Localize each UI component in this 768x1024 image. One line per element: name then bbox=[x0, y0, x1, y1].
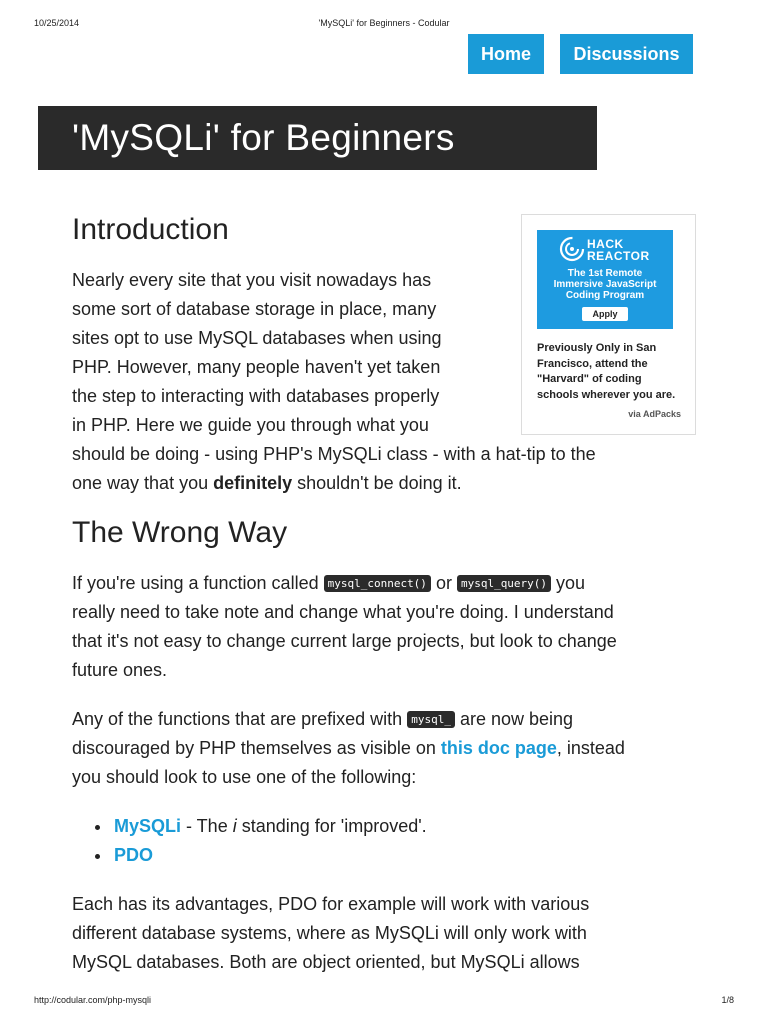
code-mysql-prefix: mysql_ bbox=[407, 711, 455, 728]
ad-apply-button[interactable]: Apply bbox=[582, 307, 628, 321]
text: If you're using a function called bbox=[72, 573, 324, 593]
ad-banner-image[interactable] bbox=[537, 230, 673, 329]
page-title: 'MySQLi' for Beginners bbox=[38, 106, 597, 170]
text: , instead bbox=[556, 738, 625, 758]
home-button[interactable]: Home bbox=[468, 34, 544, 74]
paragraph-line: that it's not easy to change current large projects, but look to change bbox=[72, 631, 617, 651]
text: - The bbox=[181, 816, 233, 836]
emphasis-definitely: definitely bbox=[213, 473, 293, 493]
intro-line: the step to interacting with databases properly bbox=[72, 386, 440, 406]
doc-page-link[interactable]: this doc page bbox=[440, 738, 557, 758]
paragraph-line bbox=[72, 705, 702, 734]
mysqli-link[interactable]: MySQLi bbox=[114, 816, 182, 836]
wrong-way-paragraph-2 bbox=[72, 705, 702, 792]
text: you bbox=[551, 573, 586, 593]
paragraph-line: different database systems, where as MySQLi will only work with bbox=[72, 923, 587, 943]
pdo-link[interactable]: PDO bbox=[114, 845, 154, 865]
options-list bbox=[72, 812, 427, 870]
intro-line: should be doing - using PHP's MySQLi class - with a hat-tip to the bbox=[72, 444, 596, 464]
hack-reactor-logo-icon bbox=[559, 236, 585, 262]
paragraph-line: MySQL databases. Both are object oriented, but MySQLi allows bbox=[72, 952, 580, 972]
code-mysql-query: mysql_query() bbox=[457, 575, 551, 592]
paragraph-line: really need to take note and change what you're doing. I understand bbox=[72, 602, 614, 622]
wrong-way-paragraph-1 bbox=[72, 569, 702, 685]
code-mysql-connect: mysql_connect() bbox=[324, 575, 431, 592]
paragraph-line bbox=[72, 569, 702, 598]
text: shouldn't be doing it. bbox=[292, 473, 462, 493]
intro-line: Nearly every site that you visit nowadays has bbox=[72, 270, 432, 290]
text: Any of the functions that are prefixed with bbox=[72, 709, 408, 729]
print-page-number: 1/8 bbox=[721, 995, 734, 1005]
introduction-heading: Introduction bbox=[72, 213, 229, 246]
ad-text[interactable]: Previously Only in San Francisco, attend the "Harvard" of coding schools wherever you are. bbox=[537, 342, 676, 401]
emphasis-i: i bbox=[232, 816, 237, 836]
paragraph-line: Each has its advantages, PDO for example will work with various bbox=[72, 894, 590, 914]
intro-line: PHP. However, many people haven't yet taken bbox=[72, 357, 441, 377]
text: standing for 'improved'. bbox=[236, 816, 427, 836]
ad-via-link[interactable]: via AdPacks bbox=[628, 409, 681, 419]
intro-line bbox=[72, 469, 702, 498]
list-item bbox=[112, 812, 427, 841]
print-date: 10/25/2014 bbox=[34, 18, 80, 28]
wrong-way-heading: The Wrong Way bbox=[72, 516, 288, 549]
print-url: http://codular.com/php-mysqli bbox=[34, 995, 152, 1005]
advertisement[interactable] bbox=[521, 214, 696, 435]
text: are now being bbox=[454, 709, 574, 729]
intro-line: some sort of database storage in place, many bbox=[72, 299, 437, 319]
ad-tagline: The 1st Remote Immersive JavaScript Coding Program bbox=[553, 268, 657, 301]
text: one way that you bbox=[72, 473, 214, 493]
discussions-button[interactable]: Discussions bbox=[560, 34, 693, 74]
ad-brand-line: HACK bbox=[587, 237, 624, 251]
ad-brand-line: REACTOR bbox=[587, 249, 650, 263]
text: discouraged by PHP themselves as visible on bbox=[72, 738, 441, 758]
ad-brand bbox=[587, 238, 650, 262]
list-item bbox=[112, 841, 427, 870]
text: or bbox=[430, 573, 457, 593]
paragraph-line: you should look to use one of the following: bbox=[72, 767, 417, 787]
hack-reactor-logo bbox=[559, 236, 659, 266]
intro-line: in PHP. Here we guide you through what you bbox=[72, 415, 429, 435]
intro-line: sites opt to use MySQL databases when using bbox=[72, 328, 442, 348]
paragraph-line: future ones. bbox=[72, 660, 168, 680]
closing-paragraph bbox=[72, 890, 702, 977]
print-page-title: 'MySQLi' for Beginners - Codular bbox=[318, 18, 450, 28]
paragraph-line bbox=[72, 734, 702, 763]
